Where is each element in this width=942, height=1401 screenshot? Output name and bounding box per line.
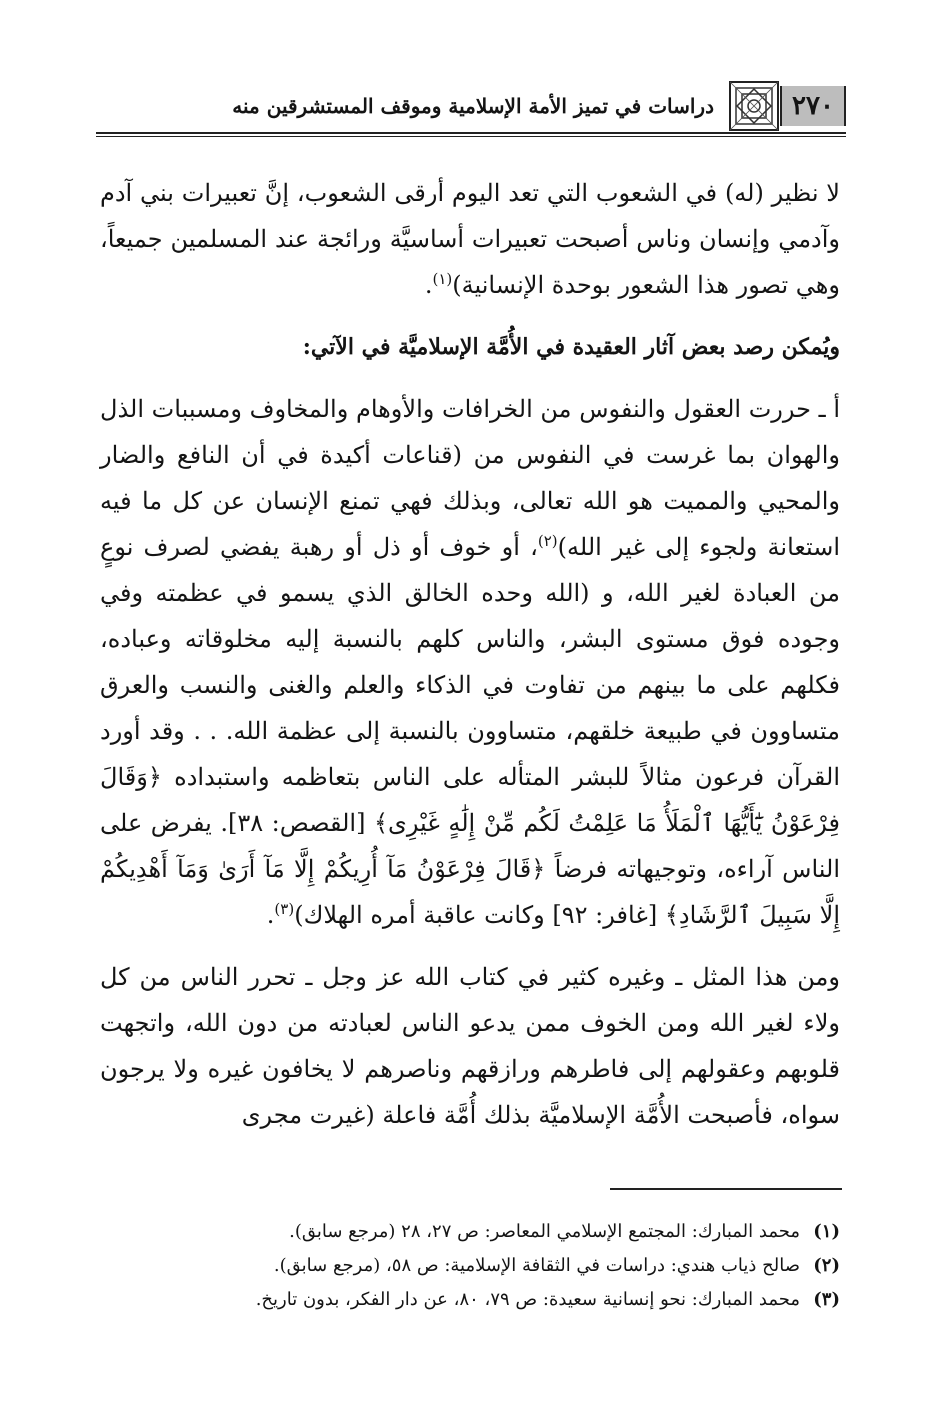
item-a-paragraph: أ ـ حررت العقول والنفوس من الخرافات والأوهام والمخاوف ومسببات الذل والهوان بما غرست في النفوس من (قناعات أكيدة في أن النافع والضار والمحيي والمميت هو الله تعالى، وبذلك فهي تمنع الإنسان عن كل ما فيه استعانة ولجوء إلى غير الله)$^{(٢)}$، أو خوف أو ذل أو رهبة يفضي لصرف نوعٍ من العبادة لغير الله، و (الله وحده الخالق الذي يسمو في عظمته وفي وجوده فوق مستوى البشر، والناس كلهم بالنسبة إليه مخلوقاته وعباده، فكلهم على ما بينهم من تفاوت في الذكاء والعلم والغنى والنسب والعرق متساوون في طبيعة خلقهم، متساوون بالنسبة إلى عظمة الله. . . وقد أورد القرآن فرعون مثالاً للبشر المتأله على الناس بتعاظمه واستبداده ﴿وَقَالَ فِرْعَوْنُ يَٰٓأَيُّهَا ٱلْمَلَأُ مَا عَلِمْتُ لَكُم مِّنْ إِلَٰهٍ غَيْرِى﴾ [القصص: ٣٨]. يفرض على الناس آراءه، وتوجيهاته فرضاً ﴿قَالَ فِرْعَوْنُ مَآ أُرِيكُمْ إِلَّا مَآ أَرَىٰ وَمَآ أَهْدِيكُمْ إِلَّا سَبِيلَ ٱلرَّشَادِ﴾ [غافر: ٩٢] وكانت عاقبة أمره الهلاك)$^{(٣)}$. — [100, 395, 840, 929]
quran-verse-2: ﴿قَالَ فِرْعَوْنُ مَآ أُرِيكُمْ إِلَّا مَآ أَرَىٰ وَمَآ أَهْدِيكُمْ إِلَّا سَبِيلَ ٱلرَّشَادِ﴾ — [100, 855, 840, 929]
running-title: دراسات في تميز الأمة الإسلامية وموقف المستشرقين منه — [232, 94, 714, 118]
footnote-ref-3[interactable]: (٣) — [274, 900, 295, 918]
footnote-ref-2[interactable]: (٢) — [537, 532, 558, 550]
footnote-ref-1[interactable]: (١) — [432, 270, 453, 288]
page-number: ٢٧٠ — [780, 86, 846, 126]
page-header — [96, 80, 846, 138]
quran-verse-1: ﴿وَقَالَ فِرْعَوْنُ يَٰٓأَيُّهَا ٱلْمَلَأُ مَا عَلِمْتُ لَكُم مِّنْ إِلَٰهٍ غَيْرِى﴾ — [100, 763, 840, 837]
section-subheading: ويُمكن رصد بعض آثار العقيدة في الأُمَّة الإسلاميَّة في الآتي: — [302, 334, 840, 360]
closing-paragraph: ومن هذا المثل ـ وغيره كثير في كتاب الله عز وجل ـ تحرر الناس من كل ولاء لغير الله ومن الخوف ممن يدعو الناس لعبادته من دون الله، واتجهت قلوبهم وعقولهم إلى فاطرهم ورازقهم وناصرهم لا يخافون غيره ولا يرجون سواه، فأصبحت الأُمَّة الإسلاميَّة بذلك أُمَّة فاعلة (غيرت مجرى — [100, 963, 841, 1129]
citation-1: [القصص: ٣٨] — [228, 809, 366, 837]
footnote-1: (١)محمد المبارك: المجتمع الإسلامي المعاصر: ص ٢٧، ٢٨ (مرجع سابق). — [289, 1221, 840, 1242]
geometric-ornament-icon — [728, 80, 780, 132]
header-rule — [96, 132, 846, 134]
footnotes — [100, 1215, 840, 1317]
footnote-2: (٢)صالح ذياب هندي: دراسات في الثقافة الإسلامية: ص ٥٨، (مرجع سابق). — [273, 1255, 840, 1276]
footnote-separator — [610, 1188, 842, 1190]
citation-2: [غافر: ٩٢] — [552, 901, 658, 929]
header-rule-thin — [96, 136, 846, 137]
footnote-3: (٣)محمد المبارك: نحو إنسانية سعيدة: ص ٧٩، ٨٠، عن دار الفكر، بدون تاريخ. — [255, 1289, 840, 1310]
paragraph-intro: لا نظير (له) في الشعوب التي تعد اليوم أرقى الشعوب، إنَّ تعبيرات بني آدم وآدمي وإنسان وناس أصبحت تعبيرات أساسيَّة ورائجة عند المسلمين جميعاً، وهي تصور هذا الشعور بوحدة الإنسانية)$^{(١)}$. — [100, 179, 840, 299]
body-text — [100, 170, 840, 1138]
